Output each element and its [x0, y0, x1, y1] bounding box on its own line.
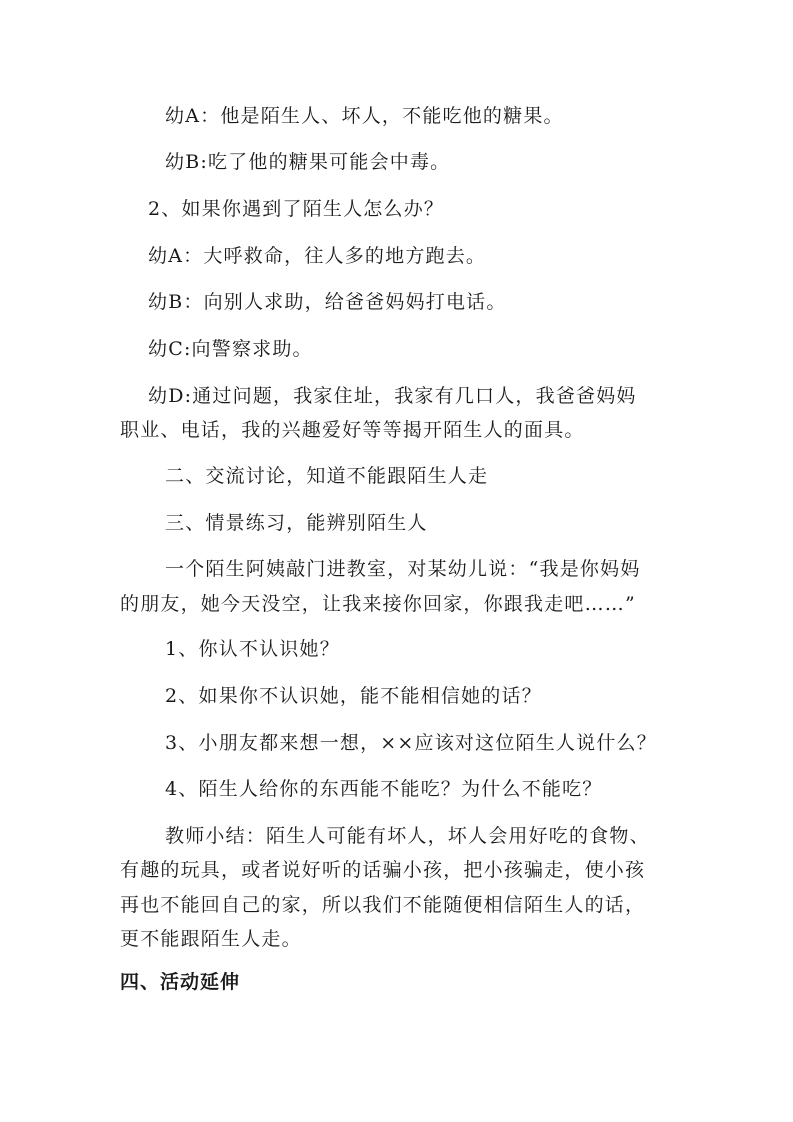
summary-line1: 教师小结：陌生人可能有坏人，坏人会用好吃的食物、	[165, 825, 650, 847]
summary-line4: 更不能跟陌生人走。	[120, 928, 302, 950]
answer-c: 幼C:向警察求助。	[148, 338, 313, 360]
section-four-heading: 四、活动延伸	[120, 971, 241, 993]
summary-line2: 有趣的玩具，或者说好听的话骗小孩，把小孩骗走，使小孩	[120, 859, 646, 881]
question-item-1: 1、你认不认识她？	[165, 638, 340, 660]
question-item-4: 4、陌生人给你的东西能不能吃？为什么不能吃？	[165, 778, 603, 800]
answer-d-line2: 职业、电话，我的兴趣爱好等等揭开陌生人的面具。	[120, 419, 585, 441]
answer-a: 幼A：大呼救命，往人多的地方跑去。	[148, 245, 487, 267]
section-two-heading: 二、交流讨论，知道不能跟陌生人走	[165, 465, 489, 487]
dialogue-line-a: 幼A：他是陌生人、坏人，不能吃他的糖果。	[165, 105, 564, 127]
scenario-line2: 的朋友，她今天没空，让我来接你回家，你跟我走吧……”	[120, 593, 636, 615]
question-item-3: 3、小朋友都来想一想，××应该对这位陌生人说什么？	[165, 732, 657, 754]
summary-line3: 再也不能回自己的家，所以我们不能随便相信陌生人的话，	[120, 894, 646, 916]
section-three-heading: 三、情景练习，能辨别陌生人	[165, 512, 428, 534]
answer-b: 幼B：向别人求助，给爸爸妈妈打电话。	[148, 291, 507, 313]
answer-d-line1: 幼D:通过问题，我家住址，我家有几口人，我爸爸妈妈	[148, 385, 637, 407]
dialogue-line-b: 幼B:吃了他的糖果可能会中毒。	[165, 151, 451, 173]
question-item-2: 2、如果你不认识她，能不能相信她的话？	[165, 685, 542, 707]
scenario-line1: 一个陌生阿姨敲门进教室，对某幼儿说：“我是你妈妈	[165, 558, 641, 580]
question-2: 2、如果你遇到了陌生人怎么办？	[148, 198, 445, 220]
